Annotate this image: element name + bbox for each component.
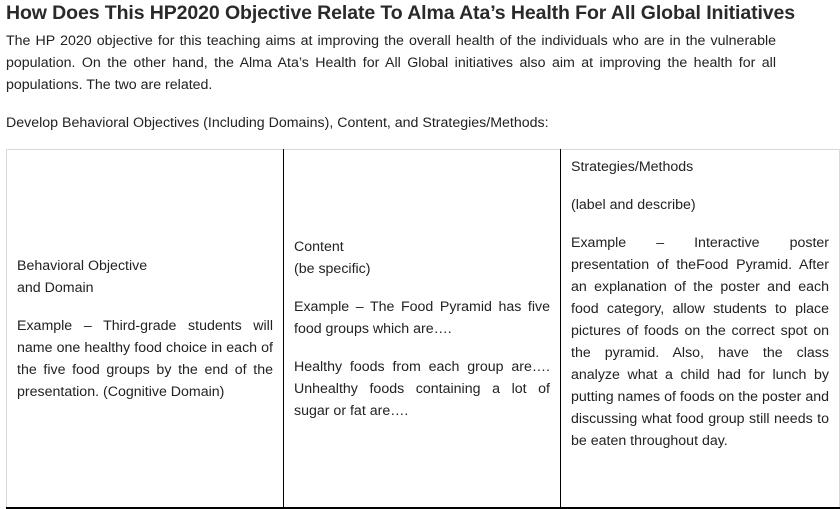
behavioral-objective-header-line2: and Domain [17,279,94,296]
content-cell [284,150,561,509]
behavioral-objective-header [17,255,273,299]
content-header [294,236,550,280]
strategies-cell [561,150,840,509]
behavioral-objective-header-line1: Behavioral Objective [17,257,148,274]
strategies-header: Strategies/Methods [571,159,694,175]
objectives-table [6,149,840,509]
table-row [7,150,840,509]
intro-paragraph: The HP 2020 objective for this teaching aims at improving the overall health of the individuals who are in the vulnerable population. On the other hand, the Alma Ata’s Health for All Global initiatives also aim at improving the health for all populations. The two are related. [6,33,776,93]
content-header-line2: (be specific) [294,260,371,277]
develop-paragraph: Develop Behavioral Objectives (Including Domains), Content, and Strategies/Methods: [6,115,549,131]
strategies-subheader: (label and describe) [571,197,696,213]
content-foods [294,356,550,422]
section-heading: How Does This HP2020 Objective Relate To Alma Ata’s Health For All Global Initiatives [6,2,796,24]
behavioral-objective-cell [7,150,284,509]
behavioral-objective-example: Example – Third-grade students will name one healthy food choice in each of the five food groups by the end of the presentation. (Cognitive Domain) [17,317,273,400]
strategies-example: Example – Interactive poster presentation of theFood Pyramid. After an explanation of the poster and each food category, allow students to place pictures of foods on the correct spot on the pyramid. Also, have the class analyze what a child had for lunch by putting names of foods on the poster and discussing what food group still needs to be eaten throughout day. [571,235,829,449]
content-header-line1: Content [294,238,344,255]
content-example: Example – The Food Pyramid has five food groups which are…. [294,298,550,337]
content-healthy: Healthy foods from each group are…. [294,358,550,375]
content-unhealthy: Unhealthy foods containing a lot of sugar or fat are…. [294,380,550,419]
